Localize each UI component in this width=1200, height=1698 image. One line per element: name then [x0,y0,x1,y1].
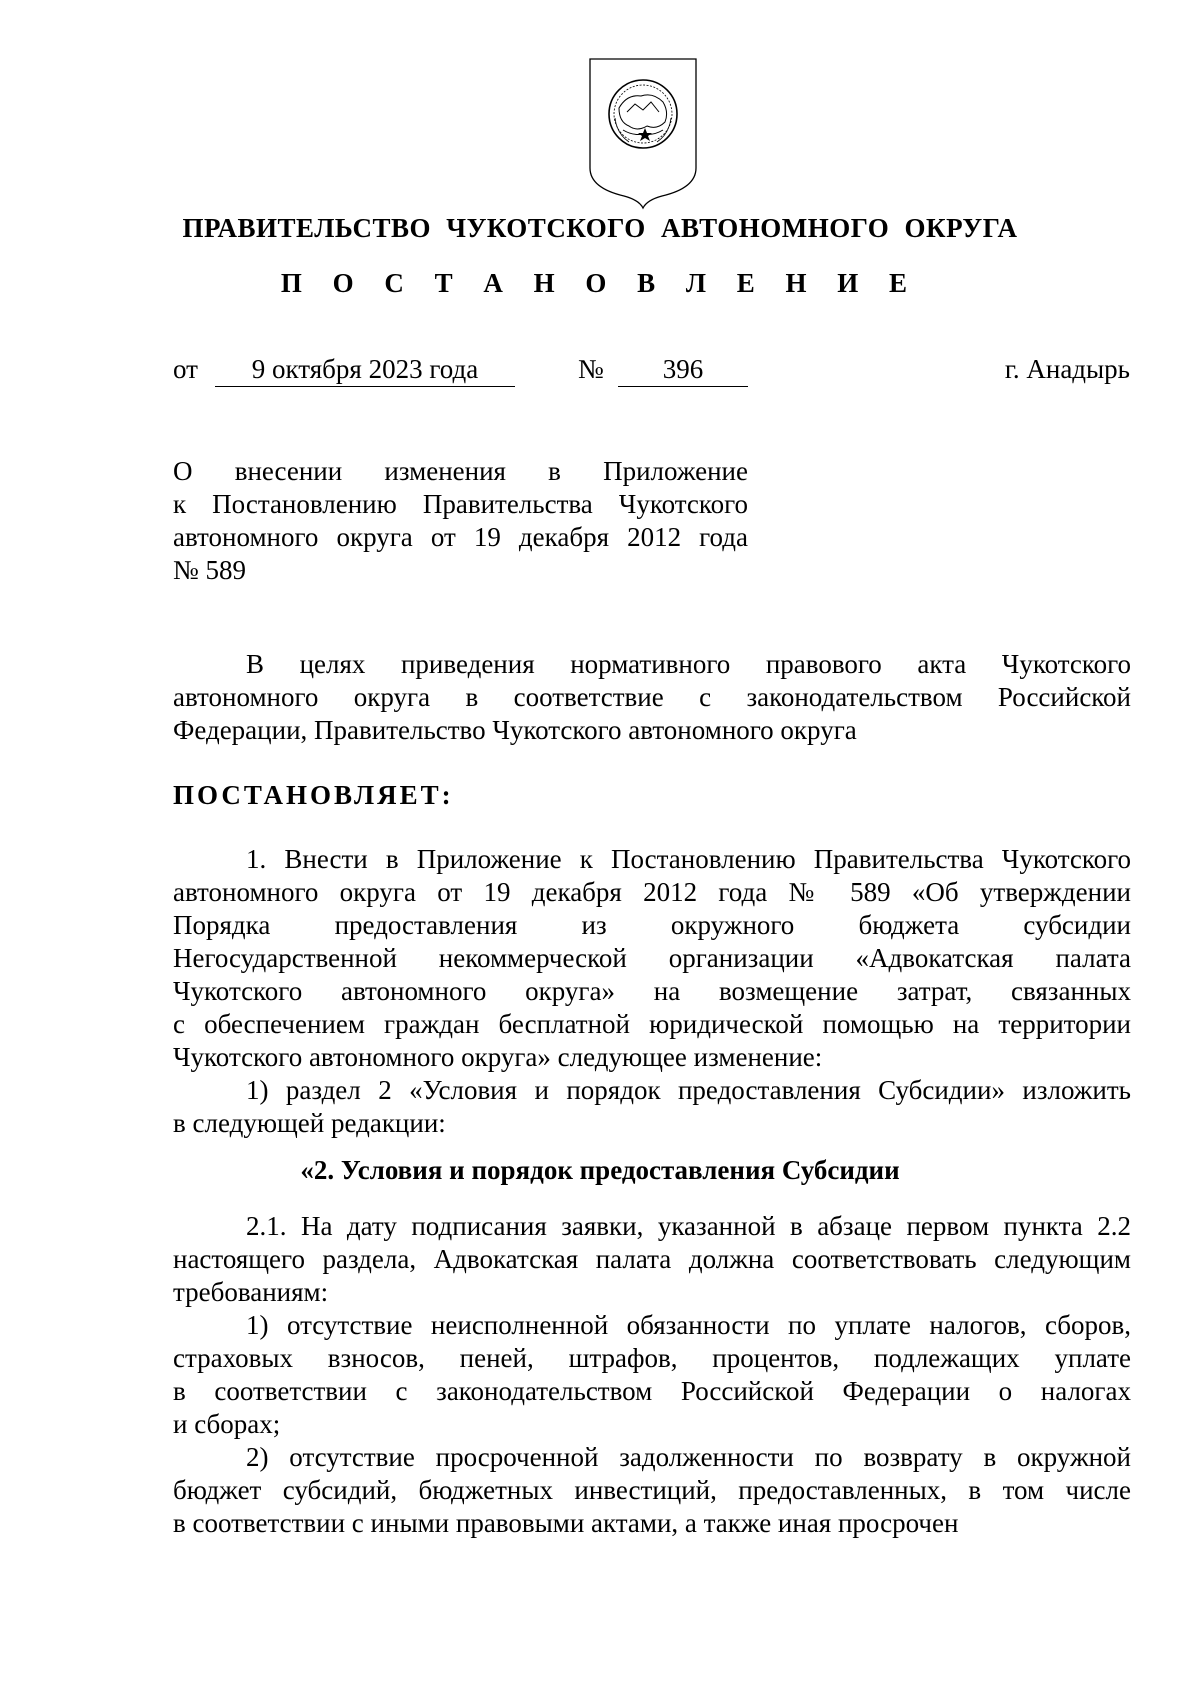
requirement-1-line: и сборах; [173,1409,281,1439]
preamble-paragraph [173,648,1131,747]
requirement-2-line: бюджет субсидий, бюджетных инвестиций, предоставленных, в том числе [173,1475,1131,1505]
subject-line: № 589 [173,555,247,585]
requirement-1-line: в соответствии с законодательством Российской Федерации о налогах [173,1376,1131,1406]
item-1-line: автономного округа от 19 декабря 2012 года № 589 «Об утверждении [173,877,1131,907]
item-2-1-line: настоящего раздела, Адвокатская палата должна соответствовать следующим [173,1244,1131,1274]
document-type-title: П О С Т А Н О В Л Е Н И Е [280,268,920,298]
resolves-heading: ПОСТАНОВЛЯЕТ: [173,780,454,810]
requirement-1-line: 1) отсутствие неисполненной обязанности по уплате налогов, сборов, [246,1310,1131,1340]
item-1-subitem-line: 1) раздел 2 «Условия и порядок предоставления Субсидии» изложить [246,1075,1131,1105]
subject-line: к Постановлению Правительства Чукотского [173,489,748,519]
subject-line: автономного округа от 19 декабря 2012 года [173,522,748,552]
requirement-2-line: 2) отсутствие просроченной задолженности по возврату в окружной [246,1442,1131,1472]
item-1-line: с обеспечением граждан бесплатной юридической помощью на территории [173,1009,1131,1039]
item-2-1-line: 2.1. На дату подписания заявки, указанной в абзаце первом пункта 2.2 [246,1211,1131,1241]
item-2-1-line: требованиям: [173,1277,329,1307]
date-prefix-label: от [173,354,198,384]
preamble-line: Федерации, Правительство Чукотского автономного округа [173,715,857,745]
item-1-paragraph [173,843,1131,1140]
coat-of-arms-emblem [587,56,699,210]
item-1-line: Негосударственной некоммерческой организации «Адвокатская палата [173,943,1131,973]
document-number: 396 [618,352,748,387]
document-meta-row [173,352,1130,392]
requirement-1-line: страховых взносов, пеней, штрафов, процентов, подлежащих уплате [173,1343,1131,1373]
item-1-subitem-line: в следующей редакции: [173,1108,446,1138]
section-2-title: «2. Условия и порядок предоставления Субсидии [300,1155,900,1185]
item-1-line: Чукотского автономного округа» следующее изменение: [173,1042,823,1072]
item-2-1-paragraph [173,1210,1131,1540]
document-subject [173,455,748,587]
preamble-line: автономного округа в соответствие с законодательством Российской [173,682,1131,712]
item-1-line: Порядка предоставления из окружного бюджета субсидии [173,910,1131,940]
document-date: 9 октября 2023 года [215,352,515,387]
subject-line: О внесении изменения в Приложение [173,456,748,486]
number-label: № [578,354,604,384]
document-city: г. Анадырь [1004,354,1130,384]
item-1-line: Чукотского автономного округа» на возмещение затрат, связанных [173,976,1131,1006]
preamble-line: В целях приведения нормативного правового акта Чукотского [246,649,1131,679]
government-title: ПРАВИТЕЛЬСТВО ЧУКОТСКОГО АВТОНОМНОГО ОКРУГА [182,213,1018,243]
item-1-line: 1. Внести в Приложение к Постановлению Правительства Чукотского [246,844,1131,874]
requirement-2-line: в соответствии с иными правовыми актами, а также иная просрочен [173,1508,959,1538]
